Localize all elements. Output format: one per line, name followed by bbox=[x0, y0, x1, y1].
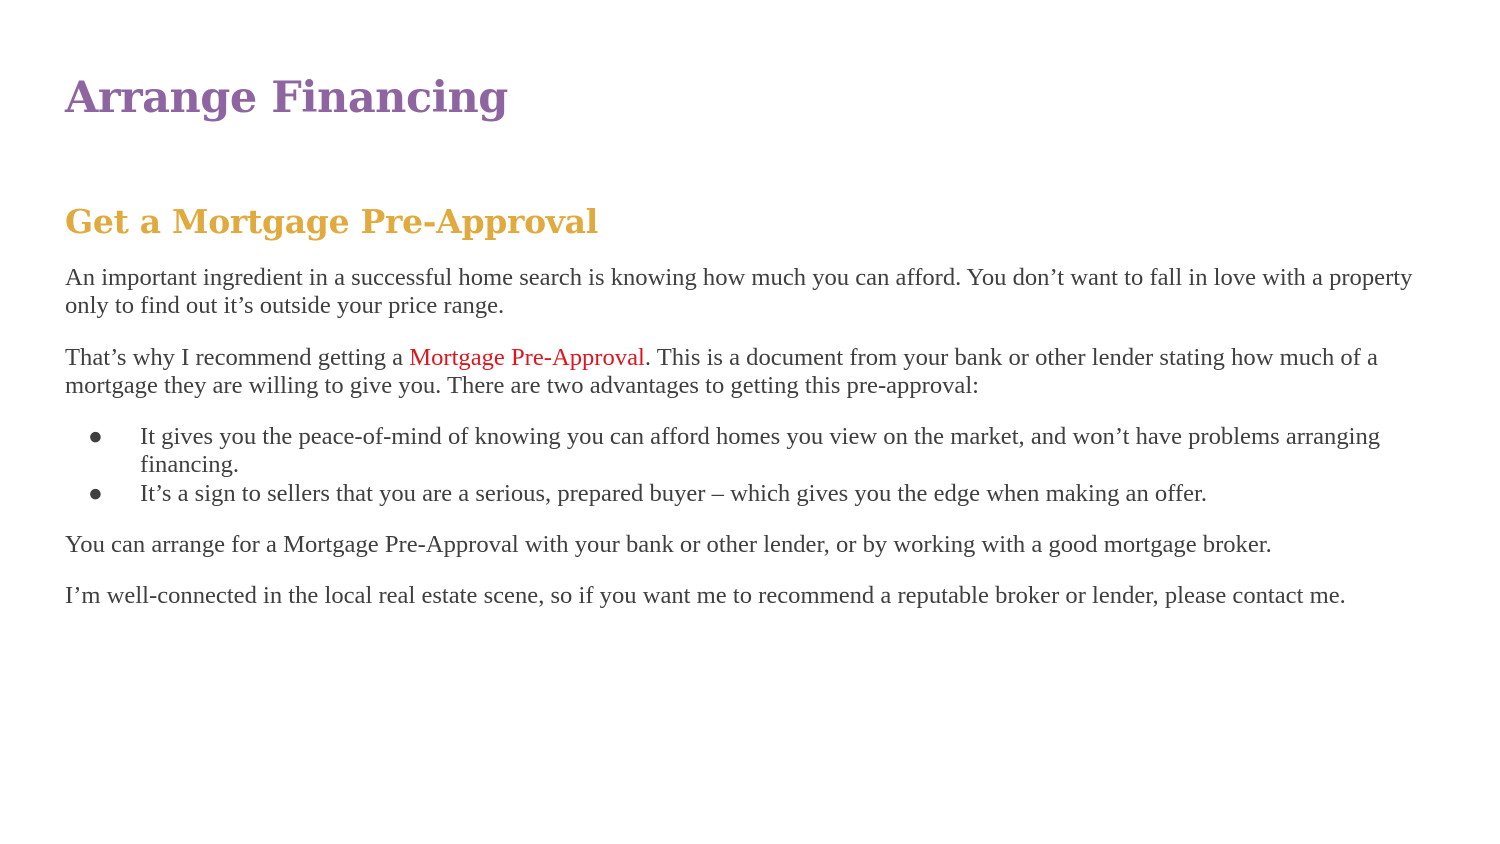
paragraph-contact: I’m well-connected in the local real estate scene, so if you want me to recommend a reputable broker or lender, please contact me. bbox=[65, 582, 1346, 609]
paragraph-arrange: You can arrange for a Mortgage Pre-Approval with your bank or other lender, or by working with a good mortgage broker. bbox=[65, 531, 1272, 558]
list-item bbox=[65, 480, 1445, 508]
bullet-icon: ● bbox=[88, 480, 103, 507]
paragraph-recommendation bbox=[65, 344, 1445, 400]
bullet-icon: ● bbox=[88, 423, 103, 450]
paragraph-text-after-link: . This is a document from your bank or other lender stating how much of a mortgage they are willing to give you. There are two advantages to getting this pre-approval: bbox=[65, 344, 1378, 399]
list-item bbox=[65, 423, 1445, 479]
mortgage-pre-approval-link[interactable]: Mortgage Pre-Approval bbox=[409, 344, 645, 371]
paragraph-intro: An important ingredient in a successful home search is knowing how much you can afford. You don’t want to fall in love with a property only to find out it’s outside your price range. bbox=[65, 264, 1413, 319]
advantages-list bbox=[65, 423, 1445, 509]
list-item-text: It’s a sign to sellers that you are a serious, prepared buyer – which gives you the edge when making an offer. bbox=[140, 480, 1208, 507]
list-item-text: It gives you the peace-of-mind of knowing you can afford homes you view on the market, and won’t have problems arranging financing. bbox=[140, 423, 1381, 478]
page-title: Arrange Financing bbox=[65, 73, 508, 123]
section-heading: Get a Mortgage Pre-Approval bbox=[65, 202, 599, 241]
paragraph-text-before-link: That’s why I recommend getting a bbox=[65, 344, 410, 371]
